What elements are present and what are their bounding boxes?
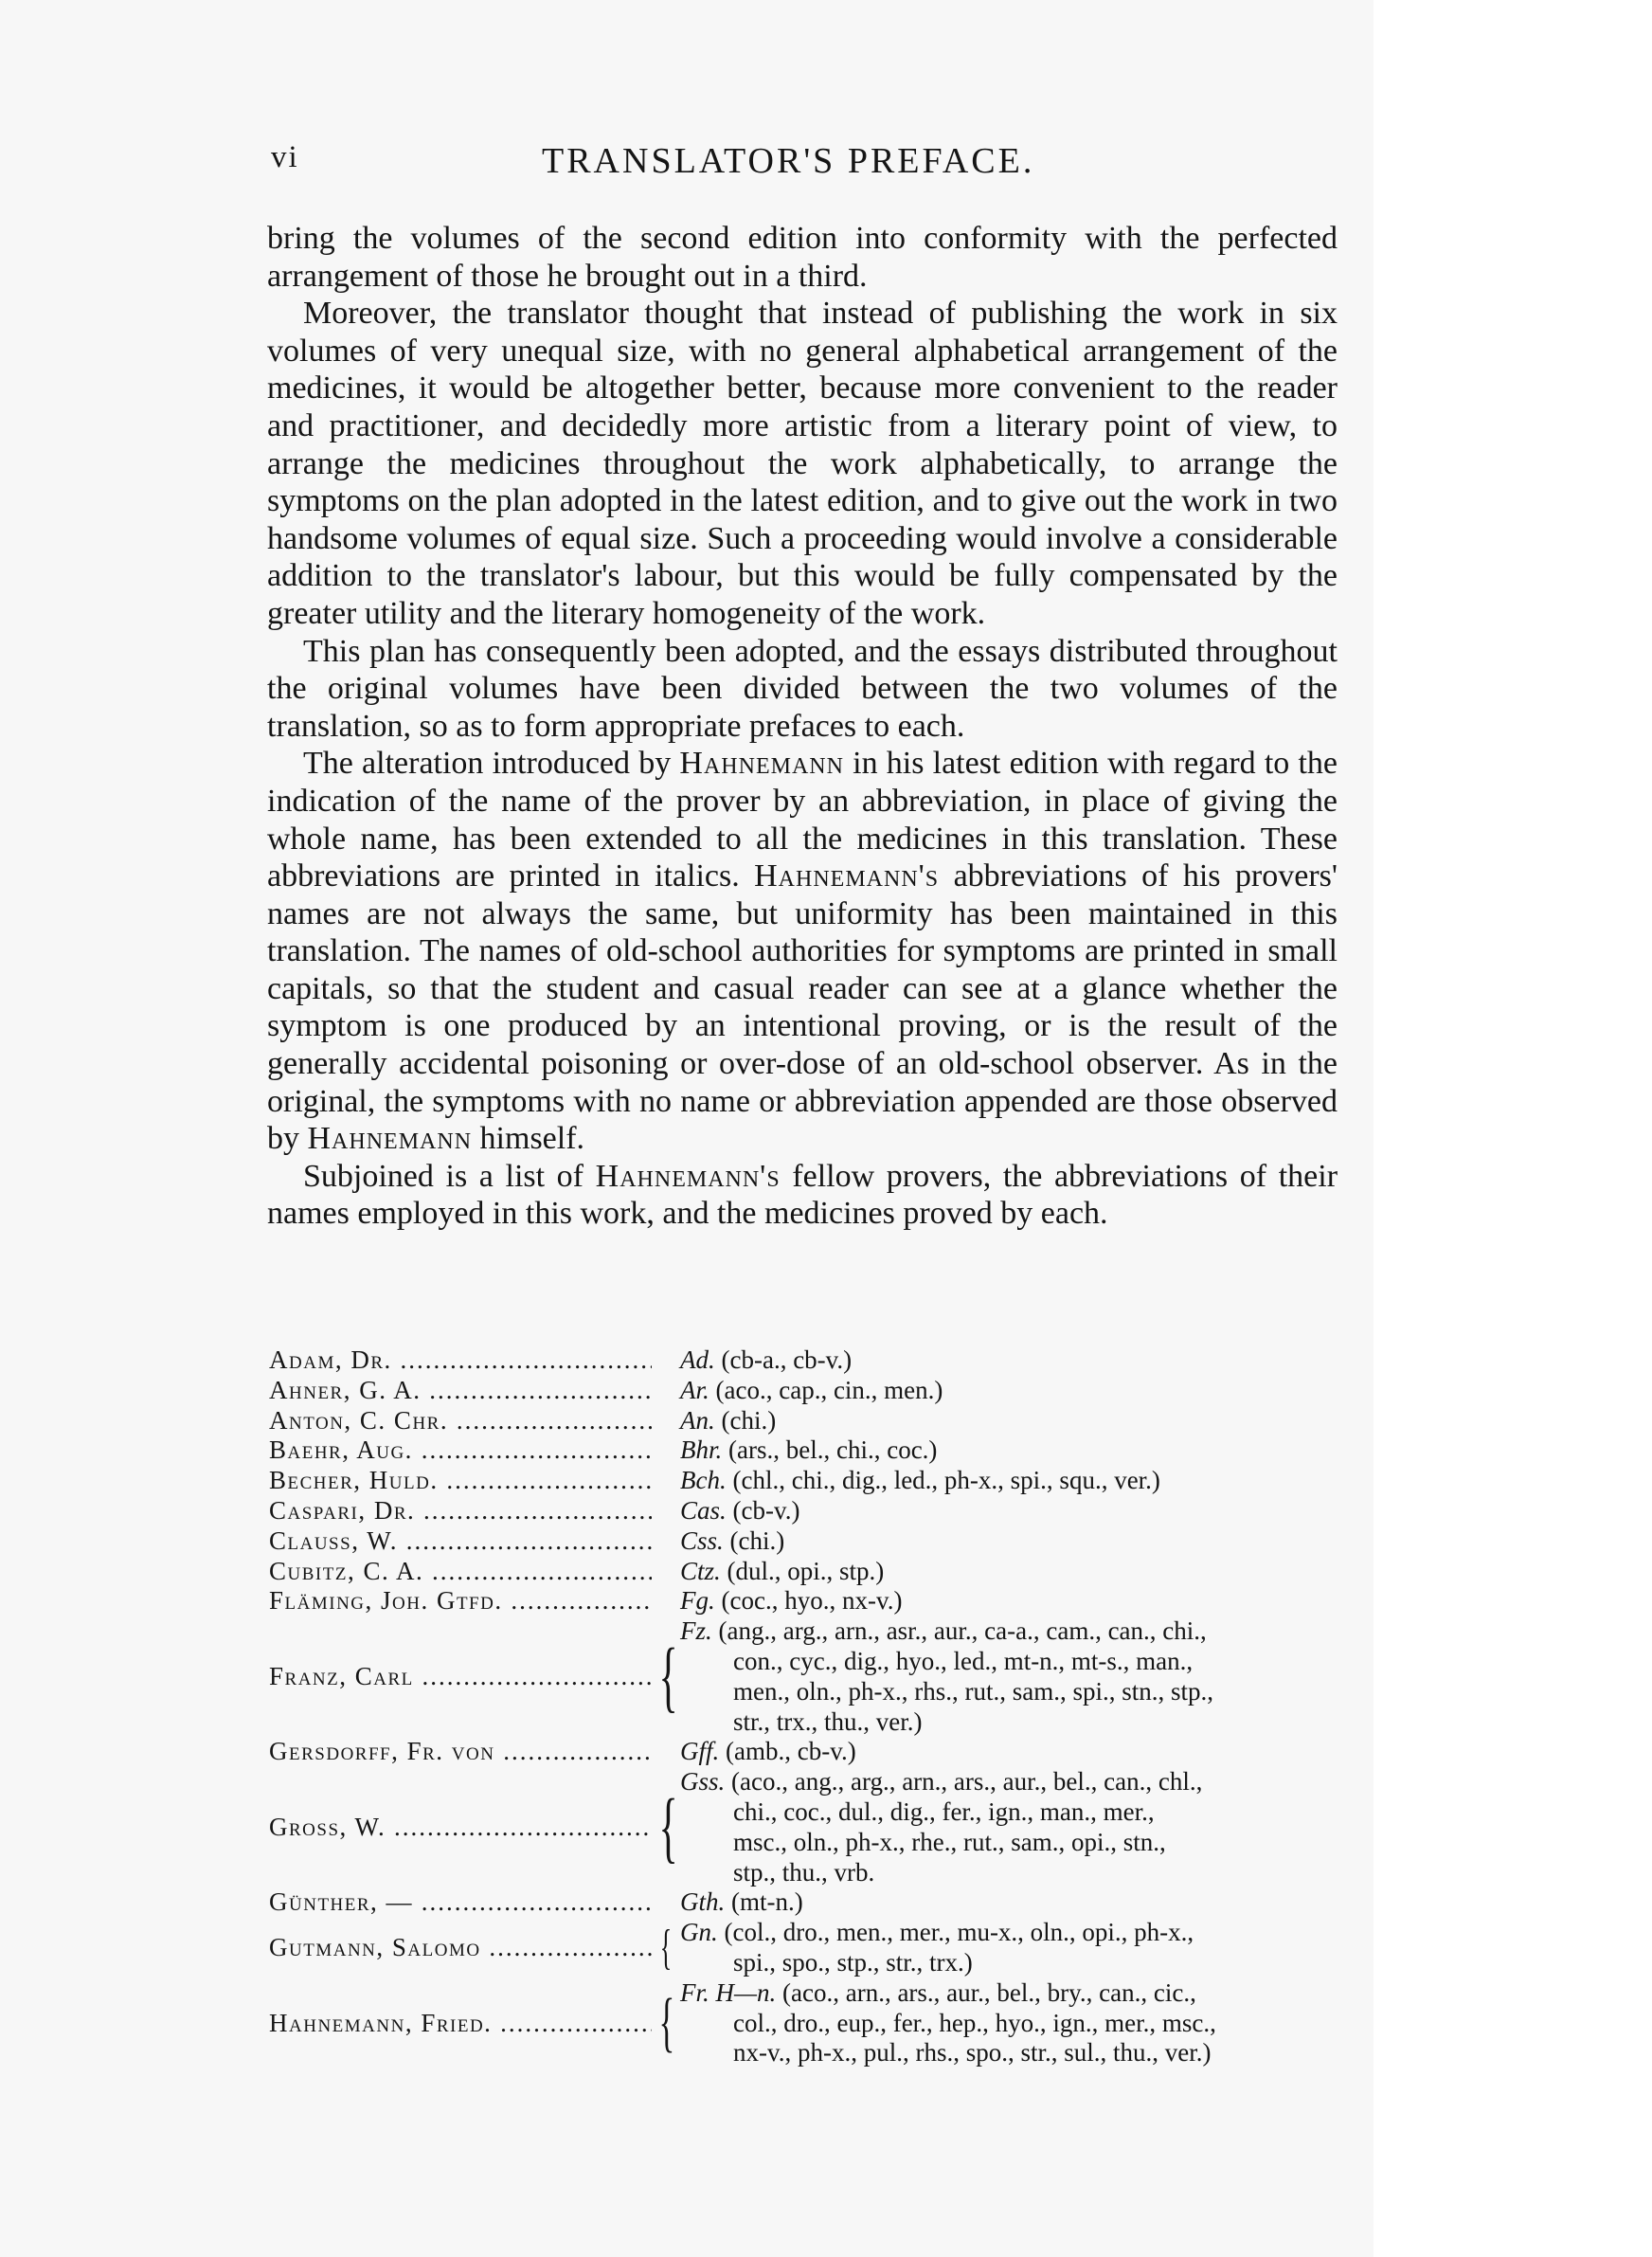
medicine-line: (col., dro., men., mer., mu-x., oln., opi., ph-x., [724,1918,1194,1947]
prover-name: Gutmann, Salomo ..... [269,1933,652,1963]
prover-abbreviation: Ctz. [680,1556,721,1585]
author-name: Hahnemann's [595,1158,781,1194]
brace-icon: { [658,1782,678,1871]
brace-icon: { [658,1632,678,1721]
prover-row [269,1887,1368,1918]
prover-row [269,1466,1368,1496]
medicine-line: (aco., ang., arg., arn., ars., aur., bel., can., chl., [731,1767,1203,1797]
medicine-line: (aco., arn., ars., aur., bel., bry., can., cic., [782,1977,1196,2007]
prover-abbreviation: Ar. [680,1375,709,1404]
provers-list [269,1345,1368,2068]
prover-name: Ahner, G. A. ..... [269,1376,652,1406]
prover-row [269,1345,1368,1376]
medicine-line: (cb-v.) [732,1495,800,1525]
paragraph: This plan has consequently been adopted, and the essays distributed throughout the original volumes have been divided between the two volumes of the translation, so as to form appropriate prefaces to each. [267,633,1338,744]
prover-row [269,1586,1368,1616]
prover-medicines [680,1887,1368,1918]
medicine-line: (dul., opi., stp.) [727,1556,885,1585]
prover-row [269,1435,1368,1466]
medicine-line: msc., oln., ph-x., rhe., rut., sam., opi., stn., [733,1827,1166,1856]
paragraph: bring the volumes of the second edition into conformity with the perfected arrangement of those he brought out in a third. [267,221,1338,294]
medicine-line: men., oln., ph-x., rhs., rut., sam., spi., stn., stp., [733,1676,1213,1706]
prover-name: Baehr, Aug. ..... [269,1435,652,1466]
medicine-line: nx-v., ph-x., pul., rhs., spo., str., sul., thu., ver.) [733,2038,1212,2067]
medicine-line: (chl., chi., dig., led., ph-x., spi., squ., ver.) [732,1466,1160,1495]
prover-row [269,1526,1368,1557]
medicine-line: col., dro., eup., fer., hep., hyo., ign., mer., msc., [733,2008,1216,2037]
prover-name: Günther, — ..... [269,1887,652,1918]
prover-medicines [680,1406,1368,1436]
author-name: Hahnemann [307,1121,473,1157]
prover-name: Becher, Huld. ..... [269,1466,652,1496]
prover-name: Hahnemann, Fried. ..... [269,2009,652,2039]
author-name: Hahnemann's [754,858,940,894]
prover-row [269,1767,1368,1887]
medicine-line: (chi.) [721,1405,777,1435]
prover-medicines [680,1737,1368,1767]
prover-abbreviation: An. [680,1405,715,1435]
medicine-line: (amb., cb-v.) [726,1737,856,1766]
prover-name: Gersdorff, Fr. von ..... [269,1737,652,1767]
prover-name: Anton, C. Chr. ..... [269,1406,652,1436]
prover-name: Gross, W. ..... [269,1813,652,1843]
prover-abbreviation: Cas. [680,1495,727,1525]
prover-name: Adam, Dr. ..... [269,1345,652,1376]
prover-name: Caspari, Dr. ..... [269,1496,652,1526]
medicine-line: (cb-a., cb-v.) [721,1345,853,1374]
preface-body [267,220,1338,1233]
medicine-line: spi., spo., stp., str., trx.) [733,1947,973,1977]
prover-medicines [680,1616,1368,1737]
paragraph: Moreover, the translator thought that instead of publishing the work in six volumes of very unequal size, with no general alphabetical arrangement of the medicines, it would be altogether better, because more convenient to the reader and practitioner, and decidedly more artistic from a literary point of view, to arrange the medicines throughout the work alphabetically, to arrange the symptoms on the plan adopted in the latest edition, and to give out the work in two handsome volumes of equal size. Such a proceeding would involve a considerable addition to the translator's labour, but this would be fully compensated by the greater utility and the literary homogeneity of the work. [267,296,1338,631]
prover-row [269,1616,1368,1737]
prover-medicines [680,1376,1368,1406]
prover-abbreviation: Css. [680,1526,724,1555]
prover-name: Clauss, W. ..... [269,1526,652,1557]
prover-medicines [680,1978,1368,2068]
prover-name: Fläming, Joh. Gtfd. ..... [269,1586,652,1616]
medicine-line: (coc., hyo., nx-v.) [721,1586,903,1616]
medicine-line: (mt-n.) [731,1887,803,1917]
prover-abbreviation: Gn. [680,1918,718,1947]
prover-abbreviation: Gth. [680,1887,726,1917]
medicine-line: (ars., bel., chi., coc.) [728,1435,938,1465]
prover-medicines [680,1526,1368,1557]
brace-icon: { [659,1921,673,1976]
medicine-line: con., cyc., dig., hyo., led., mt-n., mt-s., man., [733,1646,1194,1675]
prover-abbreviation: Fr. H—n. [680,1977,777,2007]
prover-medicines [680,1586,1368,1616]
prover-medicines [680,1496,1368,1526]
prover-abbreviation: Bch. [680,1466,727,1495]
prover-medicines [680,1345,1368,1376]
medicine-line: stp., thu., vrb. [733,1857,875,1887]
brace-icon: { [658,1986,675,2060]
medicine-line: chi., coc., dul., dig., fer., ign., man., mer., [733,1797,1155,1826]
prover-medicines [680,1767,1368,1887]
prover-medicines [680,1435,1368,1466]
medicine-line: (ang., arg., arn., asr., aur., ca-a., cam., can., chi., [718,1616,1207,1646]
prover-row [269,1737,1368,1767]
author-name: Hahnemann [679,746,844,782]
prover-name: Franz, Carl ..... [269,1662,652,1692]
prover-row [269,1918,1368,1978]
prover-abbreviation: Gff. [680,1737,720,1766]
prover-row [269,1496,1368,1526]
running-title: TRANSLATOR'S PREFACE. [542,141,1035,181]
prover-medicines [680,1466,1368,1496]
prover-abbreviation: Fg. [680,1586,715,1616]
page-number: vi [271,140,299,174]
medicine-line: (aco., cap., cin., men.) [715,1375,943,1404]
prover-row [269,1376,1368,1406]
prover-abbreviation: Ad. [680,1345,715,1374]
prover-row [269,1406,1368,1436]
prover-row [269,1978,1368,2068]
prover-abbreviation: Bhr. [680,1435,723,1465]
prover-row [269,1557,1368,1587]
medicine-line: str., trx., thu., ver.) [733,1706,923,1736]
prover-medicines [680,1918,1368,1978]
medicine-line: (chi.) [729,1526,785,1555]
prover-abbreviation: Fz. [680,1616,712,1646]
prover-name: Cubitz, C. A. ..... [269,1557,652,1587]
paragraph: The alteration introduced by Hahnemann in his latest edition with regard to the indication of the name of the prover by an abbreviation, in place of giving the whole name, has been extended to all the medicines in this translation. These abbreviations are printed in italics. Hahnemann's abbreviations of his provers' names are not always the same, but uniformity has been maintained in this translation. The names of old-school authorities for symptoms are printed in small capitals, so that the student and casual reader can see at a glance whether the symptom is one produced by an intentional proving, or is the result of the generally accidental poisoning or over-dose of an old-school observer. As in the original, the symptoms with no name or abbreviation appended are those observed by Hahnemann himself. [267,746,1338,1157]
prover-medicines [680,1557,1368,1587]
prover-abbreviation: Gss. [680,1767,726,1797]
page-header [271,140,1341,197]
paragraph: Subjoined is a list of Hahnemann's fellow provers, the abbreviations of their names employed in this work, and the medicines proved by each. [267,1158,1338,1232]
